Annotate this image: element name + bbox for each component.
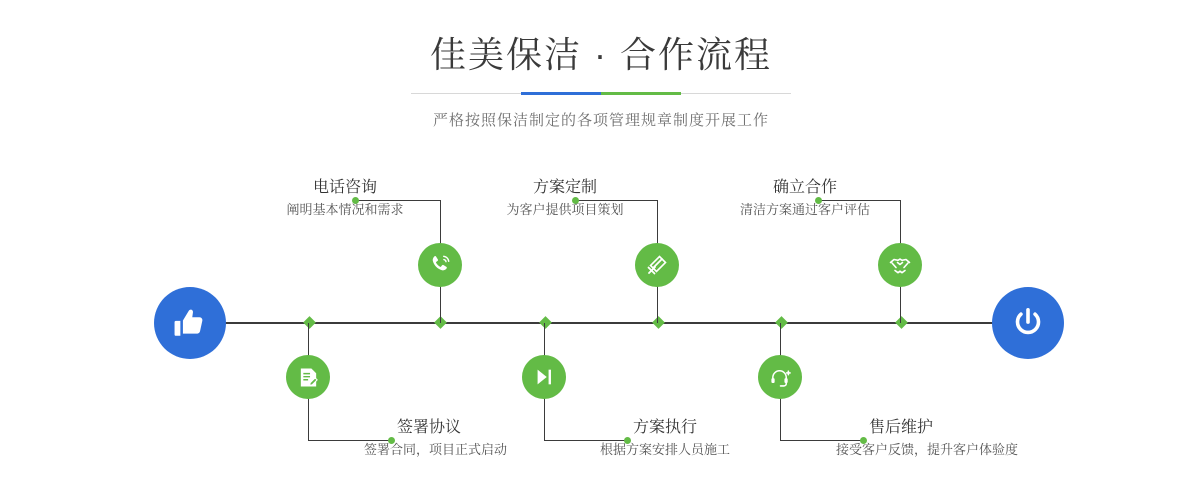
step-title: 售后维护 <box>869 419 934 436</box>
axis-marker <box>303 316 316 329</box>
step-desc: 阐明基本情况和需求 <box>286 202 404 217</box>
step-desc: 清洁方案通过客户评估 <box>739 202 870 217</box>
step-desc: 接受客户反馈，提升客户体验度 <box>836 442 1019 457</box>
pen-ruler-icon <box>645 253 669 277</box>
step-desc: 为客户提供项目策划 <box>506 202 624 217</box>
step-label-6 <box>732 418 1072 460</box>
step-icon-aftersales[interactable] <box>758 355 802 399</box>
start-node <box>154 287 226 359</box>
step-icon-agreement[interactable] <box>286 355 330 399</box>
divider-line-blue <box>521 92 601 95</box>
step-label-5 <box>660 178 950 220</box>
thumbs-up-icon <box>173 306 207 340</box>
step-desc: 根据方案安排人员施工 <box>600 442 731 457</box>
end-node <box>992 287 1064 359</box>
header <box>0 30 1202 130</box>
play-next-icon <box>533 366 555 388</box>
phone-call-icon <box>428 253 452 277</box>
step-icon-cooperation[interactable] <box>878 243 922 287</box>
document-edit-icon <box>297 366 320 389</box>
axis-marker <box>539 316 552 329</box>
step-desc: 签署合同，项目正式启动 <box>364 442 508 457</box>
page-subtitle: 严格按照保洁制定的各项管理规章制度开展工作 <box>432 112 769 129</box>
step-title: 签署协议 <box>397 419 462 436</box>
step-title: 电话咨询 <box>312 179 377 196</box>
step-icon-plan-design[interactable] <box>635 243 679 287</box>
page-title: 佳美保洁 · 合作流程 <box>430 34 772 75</box>
divider-line-green <box>601 92 681 95</box>
step-icon-phone[interactable] <box>418 243 462 287</box>
step-title: 方案定制 <box>532 179 597 196</box>
axis-marker <box>652 316 665 329</box>
power-icon <box>1010 305 1046 341</box>
timeline <box>0 160 1202 502</box>
axis-marker <box>895 316 908 329</box>
handshake-icon <box>888 253 912 277</box>
axis-marker <box>775 316 788 329</box>
step-icon-execute[interactable] <box>522 355 566 399</box>
step-title: 确立合作 <box>772 179 837 196</box>
step-title: 方案执行 <box>633 419 698 436</box>
headset-support-icon <box>769 366 792 389</box>
title-divider <box>411 92 791 95</box>
